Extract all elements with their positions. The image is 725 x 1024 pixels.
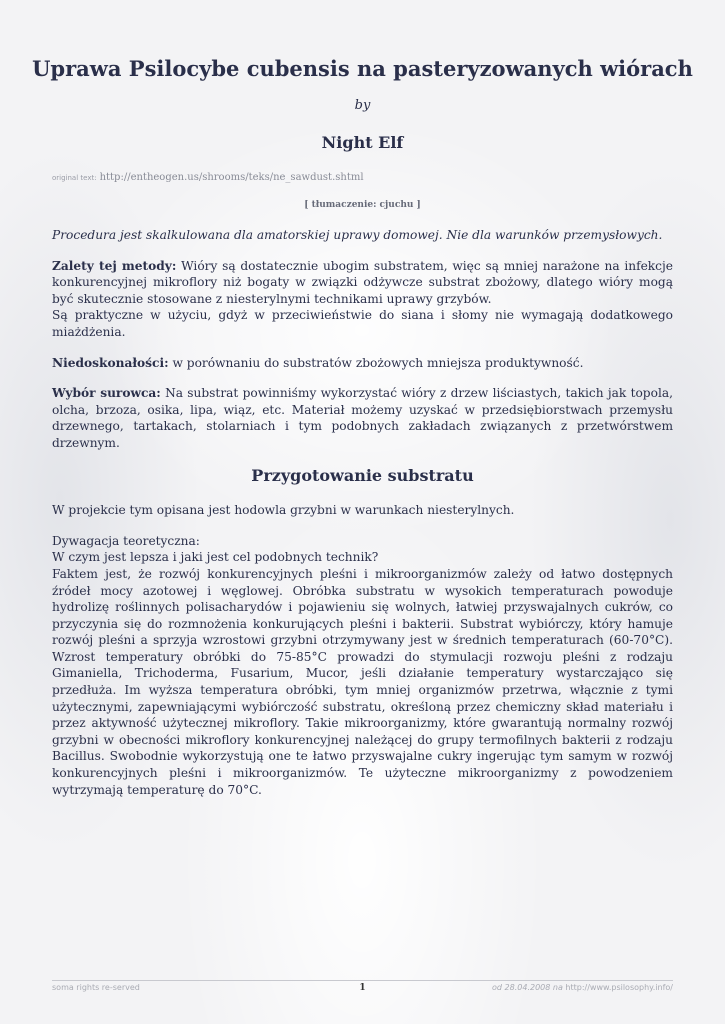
author-name: Night Elf	[321, 133, 404, 152]
footer-rights: soma rights re-served	[52, 983, 140, 992]
section-paragraph-2	[52, 533, 673, 799]
drawbacks-text: w porównaniu do substratów zbożowych mniejsza produktywność.	[168, 355, 584, 370]
footer-divider	[52, 980, 673, 981]
intro-paragraph: Procedura jest skalkulowana dla amatorskiej uprawy domowej. Nie dla warunków przemysłowych.	[52, 228, 663, 242]
page-number: 1	[359, 983, 366, 993]
section-paragraph-1: W projekcie tym opisana jest hodowla grzybni w warunkach niesterylnych.	[52, 503, 515, 518]
footer-date: od 28.04.2008 na	[492, 983, 566, 992]
material-paragraph	[52, 385, 673, 451]
section-heading: Przygotowanie substratu	[251, 465, 474, 485]
advantages-text-2: Są praktyczne w użyciu, gdyż w przeciwieństwie do siana i słomy nie wymagają dodatkowego miażdżenia.	[52, 308, 673, 339]
original-url[interactable]: http://entheogen.us/shrooms/teks/ne_sawdust.shtml	[99, 172, 364, 183]
digression-label: Dywagacja teoretyczna:	[52, 533, 200, 548]
advantages-text: Wióry są dostatecznie ubogim substratem, więc są mniej narażone na infekcje konkurencyjnej mikroflory niż bogaty w związki odżywcze substrat zbożowy, dlatego wióry mogą być skutecznie stosowane z niesterylnymi technikami uprawy grzybów.	[52, 258, 673, 306]
drawbacks-paragraph	[52, 355, 673, 372]
original-label: original text:	[52, 174, 97, 182]
document-body	[52, 227, 673, 812]
document-title: Uprawa Psilocybe cubensis na pasteryzowanych wiórach	[32, 56, 693, 81]
original-source	[52, 172, 364, 183]
byline: by	[354, 98, 371, 113]
translation-credit: [ tłumaczenie: cjuchu ]	[304, 200, 421, 210]
advantages-paragraph	[52, 258, 673, 341]
advantages-label: Zalety tej metody:	[52, 258, 177, 273]
material-text: Na substrat powinniśmy wykorzystać wióry z drzew liściastych, takich jak topola, olcha, brzoza, osika, lipa, wiąz, etc. Materiał możemy uzyskać w przedsiębiorstwach przemysłu drzewnego, tartakach, stolarniach i tym podobnych zakładach związanych z przetwórstwem drzewnym.	[52, 386, 673, 450]
footer-url[interactable]: http://www.psilosophy.info/	[565, 983, 673, 992]
digression-body: Faktem jest, że rozwój konkurencyjnych pleśni i mikroorganizmów zależy od łatwo dostępnych źródeł mocy azotowej i węglowej. Obróbka substratu w wysokich temperaturach powoduje hydrolizę roślinnych polisacharydów i pojawieniu się wolnych, łatwiej przyswajalnych cukrów, co przyczynia się do rozmnożenia konkurujących pleśni i bakterii. Substrat wybiórczy, który hamuje rozwój pleśni a sprzyja wzrostowi grzybni otrzymywany jest w średnich temperaturach (60-70°C). Wzrost temperatury obróbki do 75-85°C prowadzi do stymulacji rozwoju pleśni z rodzaju Gimaniella, Trichoderma, Fusarium, Mucor, jeśli działanie temperatury wystarczająco się przedłuża. Im wyższa temperatura obróbki, tym mniej organizmów przetrwa, włącznie z tymi użytecznymi, zapewniającymi wybiórczość substratu, określoną przez chemiczny skład materiału i przez aktywność użytecznej mikroflory. Takie mikroorganizmy, które gwarantują normalny rozwój grzybni w obecności mikroflory konkurencyjnej należącej do grupy termofilnych bakterii z rodzaju Bacillus. Swobodnie wykorzystują one te łatwo przyswajalne cukry ingerując tym samym w rozwój konkurencyjnych pleśni i mikroorganizmów. Te użyteczne mikroorganizmy z powodzeniem wytrzymają temperaturę do 70°C.	[52, 566, 673, 797]
digression-question: W czym jest lepsza i jaki jest cel podobnych technik?	[52, 550, 379, 565]
footer-source	[492, 983, 673, 992]
drawbacks-label: Niedoskonałości:	[52, 355, 169, 370]
material-label: Wybór surowca:	[52, 386, 161, 401]
